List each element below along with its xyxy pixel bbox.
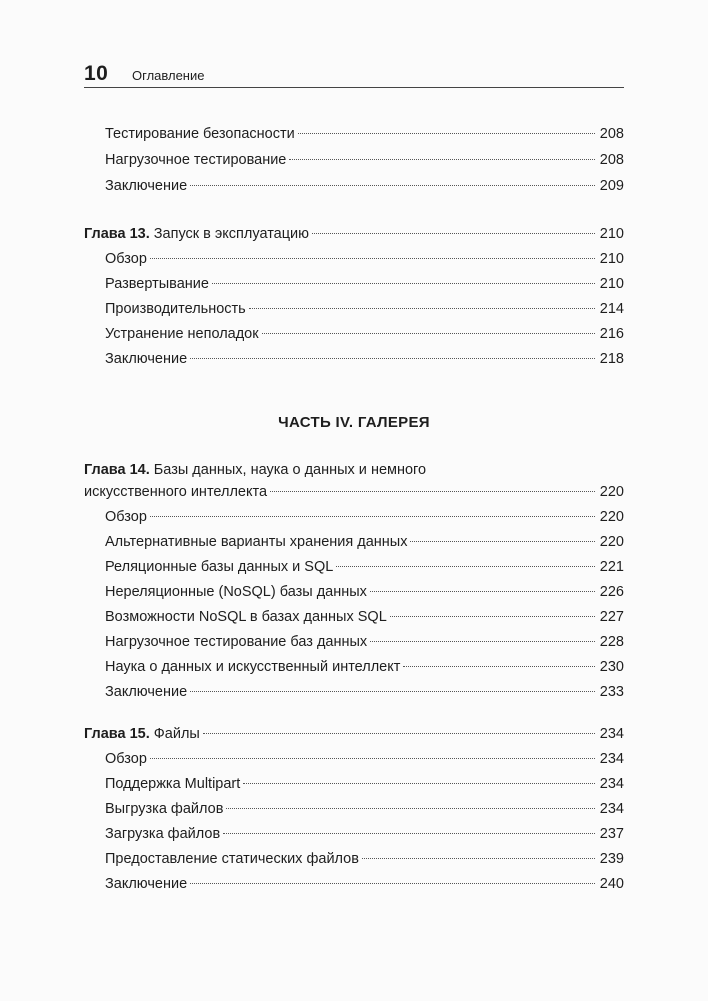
toc-block-continuation xyxy=(84,122,624,198)
toc-entry[interactable]: Нереляционные (NoSQL) базы данных 226 xyxy=(105,584,624,600)
toc-entry[interactable]: Заключение 209 xyxy=(105,178,624,194)
toc-entry[interactable]: Выгрузка файлов 234 xyxy=(105,801,624,817)
toc-entry[interactable]: Устранение неполадок 216 xyxy=(105,326,624,342)
toc-entry[interactable]: Загрузка файлов 237 xyxy=(105,826,624,842)
chapter-heading-line1[interactable]: Глава 14. Базы данных, наука о данных и немного xyxy=(84,462,427,478)
toc-entry[interactable]: Поддержка Multipart 234 xyxy=(105,776,624,792)
running-title: Оглавление xyxy=(132,68,205,83)
toc-entry[interactable]: Заключение 218 xyxy=(105,351,624,367)
toc-entry[interactable]: Заключение 233 xyxy=(105,684,624,700)
toc-entry[interactable]: Нагрузочное тестирование баз данных 228 xyxy=(105,634,624,650)
toc-entry[interactable]: Реляционные базы данных и SQL 221 xyxy=(105,559,624,575)
toc-entry[interactable]: Возможности NoSQL в базах данных SQL 227 xyxy=(105,609,624,625)
toc-entry[interactable]: Тестирование безопасности 208 xyxy=(105,126,624,142)
page-number: 10 xyxy=(84,62,109,85)
toc-chapter-15 xyxy=(84,722,624,896)
toc-chapter-14 xyxy=(84,460,624,704)
page-header xyxy=(84,60,624,86)
part-title: ЧАСТЬ IV. ГАЛЕРЕЯ xyxy=(278,414,430,431)
header-rule xyxy=(84,87,624,88)
toc-entry[interactable]: Производительность 214 xyxy=(105,301,624,317)
toc-chapter-13 xyxy=(84,222,624,371)
toc-entry[interactable]: Развертывание 210 xyxy=(105,276,624,292)
chapter-heading[interactable]: Глава 15. Файлы 234 xyxy=(84,726,624,742)
toc-entry[interactable]: Альтернативные варианты хранения данных 220 xyxy=(105,534,624,550)
toc-entry[interactable]: Обзор 210 xyxy=(105,251,624,267)
toc-entry[interactable]: Обзор 220 xyxy=(105,509,624,525)
toc-entry[interactable]: Обзор 234 xyxy=(105,751,624,767)
toc-entry[interactable]: Предоставление статических файлов 239 xyxy=(105,851,624,867)
chapter-heading[interactable]: Глава 13. Запуск в эксплуатацию 210 xyxy=(84,226,624,242)
toc-entry[interactable]: Нагрузочное тестирование 208 xyxy=(105,152,624,168)
toc-entry[interactable]: Заключение 240 xyxy=(105,876,624,892)
chapter-heading-line2[interactable]: искусственного интеллекта 220 xyxy=(84,484,624,500)
toc-entry[interactable]: Наука о данных и искусственный интеллект 230 xyxy=(105,659,624,675)
